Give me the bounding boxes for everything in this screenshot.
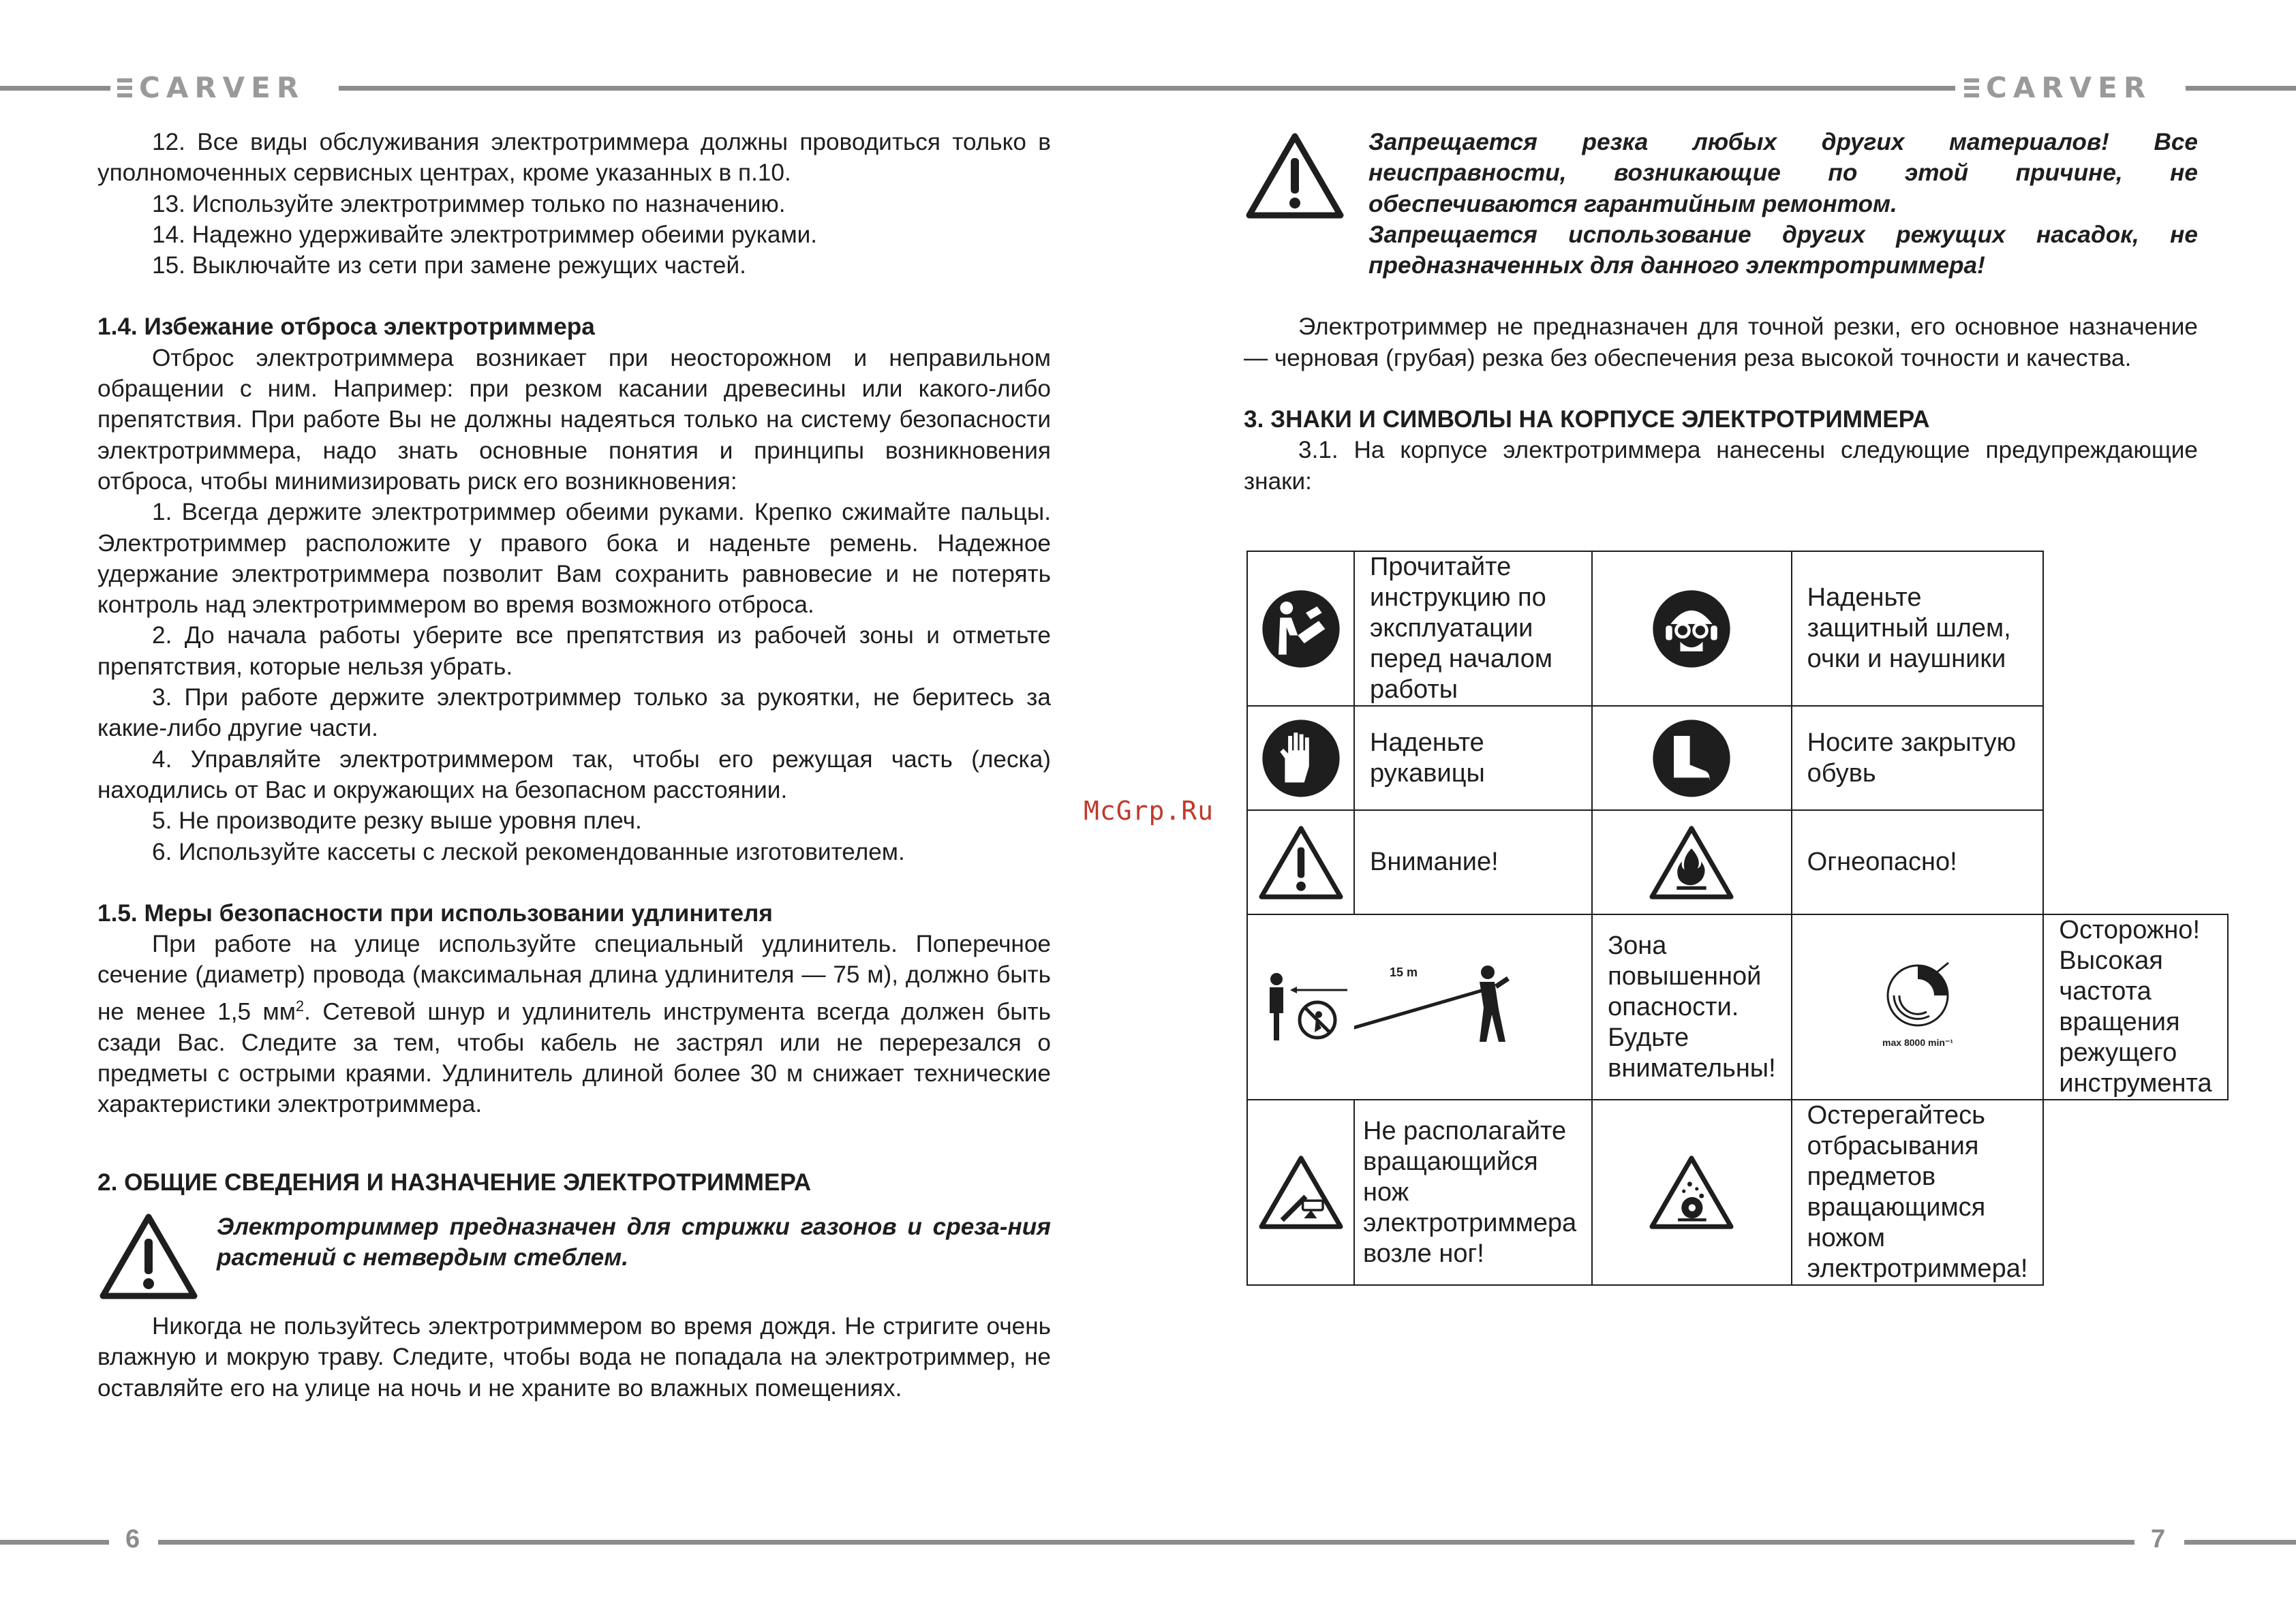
sign-cell (1792, 914, 2044, 1100)
sign-text: Осторожно! Высокая частота вращения режущего инструмента (2043, 914, 2227, 1100)
high-speed-icon (1873, 956, 1962, 1058)
section-1-4-heading: 1.4. Избежание отброса электротриммера (97, 313, 595, 341)
right-warning-text-b: Запрещается использование других режущих насадок, не предназначенных для данного электротриммера! (1368, 221, 2198, 279)
section-2-rain-text: Никогда не пользуйтесь электротриммером во время дождя. Не стригите очень влажную и мокрую траву. Следите, чтобы вода не попадала на электротриммер, не оставляйте его на улице на ночь и не храните во влажных помещениях. (97, 1312, 1051, 1402)
sign-text: Огнеопасно! (1792, 810, 2044, 914)
header-rule-left (0, 86, 110, 91)
section-3-1-text: 3.1. На корпусе электротриммера нанесены следующие предупреждающие знаки: (1244, 437, 2198, 495)
brand-logo-left: CARVER (117, 71, 305, 104)
footer-rule-middle (158, 1540, 2134, 1545)
right-warning-block (1244, 127, 2198, 281)
max-speed-label: max 8000 min⁻¹ (1882, 1037, 1953, 1048)
sign-cell (1247, 810, 1354, 914)
warning-icon (1257, 823, 1345, 902)
helmet-goggles-earmuffs-icon (1651, 589, 1732, 669)
section-1-4-item-4: 4. Управляйте электротриммером так, чтобы его режущая часть (леска) находились от Вас и окружающих на безопасном расстоянии. (97, 745, 1051, 803)
warning-triangle-icon (1244, 131, 1346, 221)
section-1-4-intro: Отброс электротриммера возникает при неосторожном и неправильном обращении с ним. Например: при резком касании древесины или какого-либо препятствия. При работе Вы не должны надеяться только на систему безопасности электротриммера, надо знать основные понятия и принципы возникновения отброса, чтобы минимизировать риск его возникновения: (97, 344, 1051, 495)
sign-text: Прочитайте инструкцию по эксплуатации перед началом работы (1354, 551, 1592, 706)
section-1-4-item-6: 6. Используйте кассеты с леской рекомендованные изготовителем. (152, 838, 905, 865)
section-2-heading: 2. ОБЩИЕ СВЕДЕНИЯ И НАЗНАЧЕНИЕ ЭЛЕКТРОТРИММЕРА (97, 1169, 812, 1196)
sign-cell (1247, 551, 1354, 706)
sign-text: Остерегайтесь отбрасывания предметов вращающимся ножом электротриммера! (1792, 1100, 2044, 1285)
section-1-4-item-5: 5. Не производите резку выше уровня плеч. (152, 807, 642, 835)
sign-text: Не располагайте вращающийся нож электротриммера возле ног! (1354, 1100, 1592, 1285)
danger-zone-icon (1252, 949, 1354, 1065)
blade-feet-icon (1257, 1153, 1345, 1232)
thrown-objects-icon (1647, 1153, 1736, 1232)
item-13: 13. Используйте электротриммер только по назначению. (152, 190, 786, 217)
right-warning-text-a: Запрещается резка любых других материалов! Все неисправности, возникающие по этой причине, не обеспечиваются гарантийным ремонтом. (1368, 129, 2198, 217)
sign-cell (1592, 551, 1792, 706)
sign-text: Носите закрытую обувь (1792, 706, 2044, 810)
item-14: 14. Надежно удерживайте электротриммер обеими руками. (152, 221, 818, 248)
sign-cell (1592, 1100, 1792, 1285)
footer-rule-left (0, 1540, 109, 1545)
section-3-heading: 3. ЗНАКИ И СИМВОЛЫ НА КОРПУСЕ ЭЛЕКТРОТРИММЕРА (1244, 406, 1930, 433)
sign-cell (1247, 706, 1354, 810)
signs-table (1246, 551, 2229, 1286)
purpose-text: Электротриммер не предназначен для точной резки, его основное назначение — черновая (грубая) резка без обеспечения реза высокой точности и качества. (1244, 313, 2198, 371)
footer-rule-right (2184, 1540, 2296, 1545)
boots-icon (1651, 718, 1732, 799)
right-column (1244, 127, 2198, 497)
sign-text: Внимание! (1354, 810, 1592, 914)
sign-cell (1592, 810, 1792, 914)
item-15: 15. Выключайте из сети при замене режущих частей. (152, 252, 746, 279)
sign-cell (1592, 706, 1792, 810)
left-column (97, 127, 1051, 1404)
sign-cell (1354, 914, 1592, 1100)
brand-logo-right: CARVER (1964, 71, 2152, 104)
sign-text: Наденьте защитный шлем, очки и наушники (1792, 551, 2044, 706)
header-rule-right (2186, 86, 2296, 91)
header-rule-middle (339, 86, 1955, 91)
section-1-5-heading: 1.5. Меры безопасности при использовании удлинителя (97, 899, 773, 927)
sign-text: Зона повышенной опасности. Будьте внимательны! (1592, 914, 1792, 1100)
gloves-icon (1261, 718, 1341, 799)
section-2-warning-text: Электротриммер предназначен для стрижки газонов и среза-ния растений с нетвердым стеблем. (217, 1213, 1051, 1271)
sign-cell (1247, 1100, 1354, 1285)
read-manual-icon (1261, 589, 1341, 669)
sign-text: Наденьте рукавицы (1354, 706, 1592, 810)
section-1-4-item-2: 2. До начала работы уберите все препятствия из рабочей зоны и отметьте препятствия, которые нельзя убрать. (97, 622, 1051, 680)
section-1-5-text: При работе на улице используйте специальный удлинитель. Поперечное сечение (диаметр) провода (максимальная длина удлинителя — 75 м), должно быть не менее 1,5 $мм^2$. Сетевой шнур и удлинитель инструмента всегда должен быть сзади Вас. Следите за тем, чтобы кабель не застрял или не перерезался о предметы с острыми краями. Удлинитель длиной более 30 м снижает технические характеристики электротриммера. (97, 931, 1051, 1118)
page-number-left: 6 (125, 1525, 140, 1554)
section-1-4-item-3: 3. При работе держите электротриммер только за рукоятки, не беритесь за какие-либо другие части. (97, 684, 1051, 742)
flammable-icon (1647, 823, 1736, 902)
section-2-warning (97, 1211, 1051, 1301)
watermark: McGrp.Ru (1084, 796, 1214, 826)
trimmer-operator-icon (1354, 949, 1545, 1065)
section-1-4-item-1: 1. Всегда держите электротриммер обеими руками. Крепко сжимайте пальцы. Электротриммер расположите у правого бока и наденьте ремень. Надежное удержание электротриммера позволит Вам сохранить равновесие и не потерять контроль над электротриммером во время возможного отброса. (97, 499, 1051, 619)
distance-label: 15 m (1390, 965, 1418, 979)
sign-cell (1247, 914, 1354, 1100)
page-number-right: 7 (2151, 1525, 2166, 1554)
warning-triangle-icon (97, 1211, 200, 1301)
item-12: 12. Все виды обслуживания электротриммера должны проводиться только в уполномоченных сервисных центрах, кроме указанных в п.10. (97, 129, 1051, 187)
